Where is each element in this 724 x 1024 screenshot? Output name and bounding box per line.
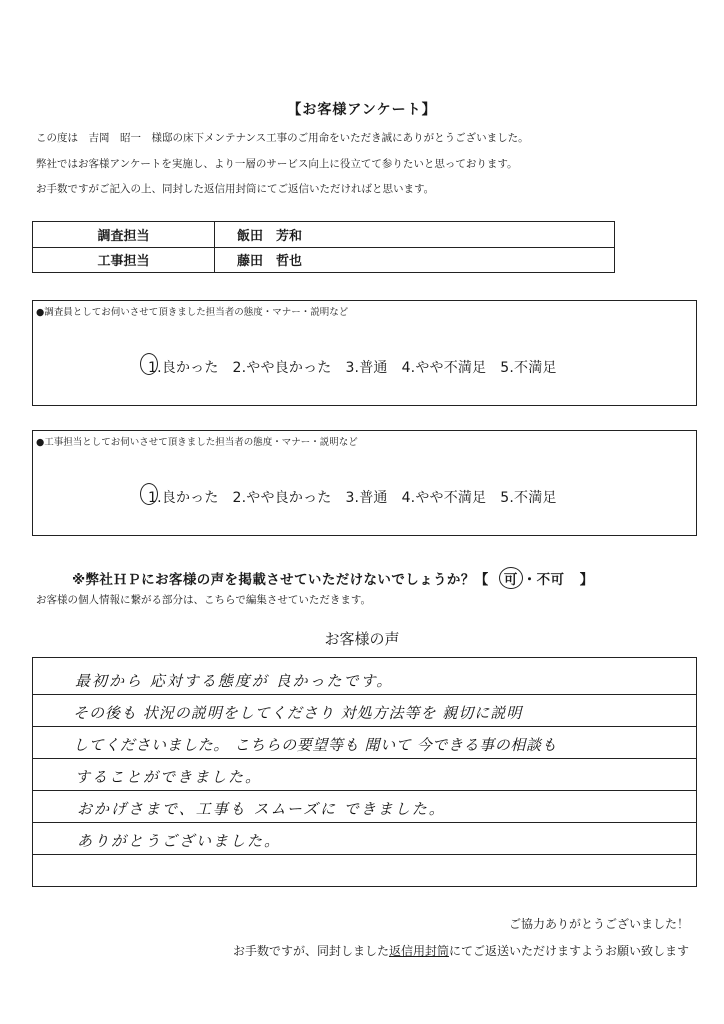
voice-text-line-2: その後も 状況の説明をしてくださり 対処方法等を 親切に説明 [73, 704, 523, 722]
customer-voice-title: お客様の声 [324, 630, 400, 648]
closing-message [233, 942, 689, 959]
survey-question-1: ●調査員としてお伺いさせて頂きました担当者の態度・マナー・説明など [36, 307, 349, 318]
voice-text-line-3: してくださいました。 こちらの要望等も 聞いて 今できる事の相談も [73, 736, 558, 754]
hp-option-separator: ・ [522, 572, 537, 588]
closing-text-before: お手数ですが、同封しました [232, 944, 389, 958]
hp-option-deny[interactable]: 不可 [536, 572, 565, 588]
survey-question-2: ●工事担当としてお伺いさせて頂きました担当者の態度・マナー・説明など [36, 437, 358, 448]
return-envelope-label: 返信用封筒 [388, 944, 449, 958]
voice-rule [33, 822, 696, 823]
voice-text-line-1: 最初から 応対する態度が 良かったです。 [75, 672, 394, 690]
staff-row-survey [33, 222, 615, 248]
rating-option-1-4[interactable]: 4.やや不満足 [401, 360, 487, 376]
voice-rule [33, 726, 696, 727]
hp-option-allow[interactable]: 可 [499, 567, 523, 589]
rating-scale-1 [148, 357, 557, 377]
intro-line-1: この度は 吉岡 昭一 様邸の床下メンテナンス工事のご用命をいただき誠にありがとうございました。 [36, 132, 529, 144]
rating-scale-2 [148, 487, 557, 507]
selected-rating-circle-2 [140, 483, 158, 505]
rating-option-1-1[interactable]: 1.良かった [148, 360, 219, 376]
voice-text-line-5: おかげさまで、工事も スムーズに できました。 [77, 800, 446, 818]
intro-line-2: 弊社ではお客様アンケートを実施し、より一層のサービス向上に役立てて参りたいと思っております。 [36, 158, 518, 170]
survey-question-box-2 [32, 430, 697, 536]
staff-name-survey: 飯田 芳和 [215, 222, 615, 248]
rating-option-2-4[interactable]: 4.やや不満足 [401, 490, 487, 506]
hp-bracket-close: 】 [579, 572, 594, 588]
staff-label-survey: 調査担当 [33, 222, 215, 248]
hp-privacy-note: お客様の個人情報に繋がる部分は、こちらで編集させていただきます。 [36, 594, 372, 606]
rating-option-2-1[interactable]: 1.良かった [148, 490, 219, 506]
staff-table [32, 221, 615, 273]
survey-question-box-1 [32, 300, 697, 406]
voice-text-line-4: することができました。 [75, 768, 263, 786]
rating-option-2-2[interactable]: 2.やや良かった [232, 490, 332, 506]
intro-line-3: お手数ですがご記入の上、同封した返信用封筒にてご返信いただければと思います。 [36, 183, 435, 195]
rating-option-2-5[interactable]: 5.不満足 [500, 490, 557, 506]
thanks-message: ご協力ありがとうございました！ [508, 917, 689, 931]
rating-option-2-3[interactable]: 3.普通 [345, 490, 388, 506]
hp-question-text: ※弊社ＨＰにお客様の声を掲載させていただけないでしょうか？【 [72, 572, 489, 588]
staff-label-construction: 工事担当 [33, 247, 215, 273]
voice-rule [33, 758, 696, 759]
voice-rule [33, 790, 696, 791]
staff-row-construction [33, 247, 615, 273]
voice-text-line-6: ありがとうございました。 [77, 832, 282, 850]
selected-rating-circle-1 [140, 353, 158, 375]
rating-option-1-2[interactable]: 2.やや良かった [232, 360, 332, 376]
hp-permission-question [72, 567, 594, 589]
rating-option-1-3[interactable]: 3.普通 [345, 360, 388, 376]
rating-option-1-5[interactable]: 5.不満足 [500, 360, 557, 376]
closing-text-after: にてご返送いただけますようお願い致します [448, 944, 689, 958]
staff-name-construction: 藤田 哲也 [215, 247, 615, 273]
voice-rule [33, 694, 696, 695]
customer-voice-box [32, 657, 697, 887]
survey-title: 【お客様アンケート】 [287, 102, 437, 118]
voice-rule [33, 854, 696, 855]
